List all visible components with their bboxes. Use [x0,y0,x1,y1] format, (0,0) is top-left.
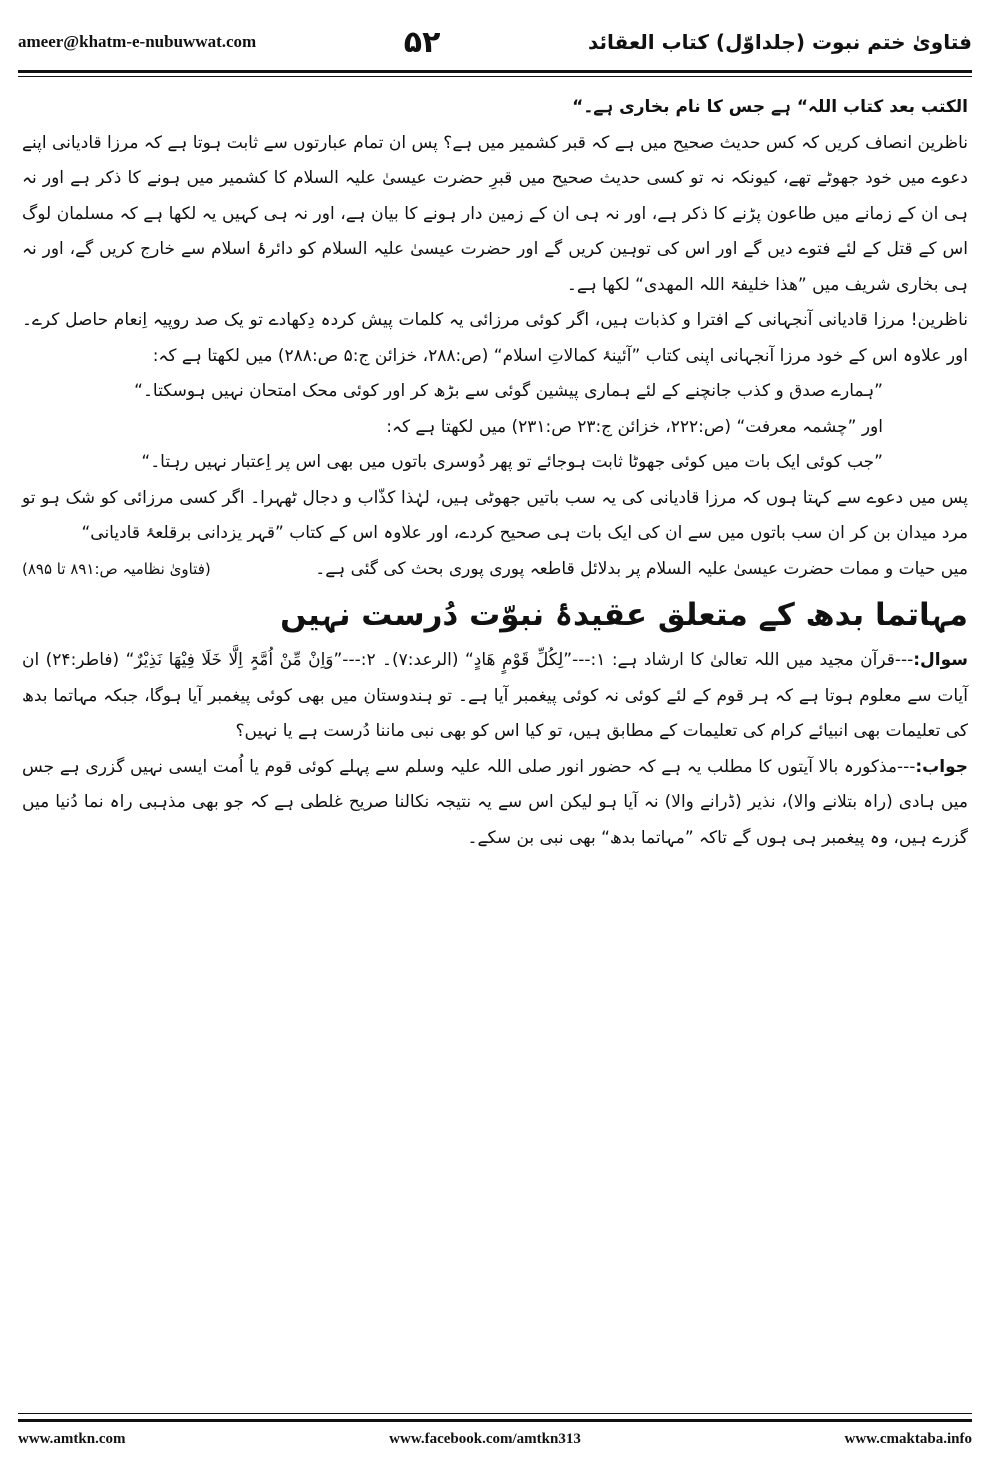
footer-rule-thick [18,1419,972,1422]
quote-bridge: اور ”چشمہ معرفت“ (ص:۲۲۲، خزائن ج:۲۳ ص:۲۳۱) میں لکھتا ہے کہ: [386,416,883,437]
conclusion-line [22,552,968,588]
question-paragraph [22,643,968,750]
conclusion-paragraph: پس میں دعوے سے کہتا ہوں کہ مرزا قادیانی کی یہ سب باتیں جھوٹی ہیں، لہٰذا کذّاب و دجال ٹھہرا۔ اگر کسی مرزائی کو شک ہو تو مرد میدان بن کر ان سب باتوں میں سے ان کی ایک بات ہی صحیح کردے، اور علاوہ اس کے کتاب ”قہر یزدانی برقلعۂ قادیانی“ [22,487,968,543]
page-number: ۵۲ [403,24,441,60]
footer-link-amtkn[interactable]: www.amtkn.com [18,1430,126,1447]
article-body [22,90,968,1390]
conclusion-end: میں حیات و ممات حضرت عیسیٰ علیہ السلام پر بدلائل قاطعہ پوری پوری بحث کی گئی ہے۔ [315,558,968,579]
quote-2: ”جب کوئی ایک بات میں کوئی جھوٹا ثابت ہوجائے تو پھر دُوسری باتوں میں بھی اس پر اِعتبار نہیں رہتا۔“ [141,452,883,472]
reference-citation: (فتاویٰ نظامیہ ص:۸۹۱ تا ۸۹۵) [22,559,211,578]
paragraph-2: ناظرین انصاف کریں کہ کس حدیث صحیح میں ہے کہ قبر کشمیر میں ہے؟ پس ان تمام عبارتوں سے ثابت ہوتا ہے کہ مرزا قادیانی اپنے دعوے میں خود جھوٹے تھے، کیونکہ نہ تو کسی حدیث صحیح میں قبرِ حضرت عیسیٰ علیہ السلام کا کشمیر میں ہونے کا ذکر ہے اور نہ ہی ان کے زمانے میں طاعون پڑنے کا ذکر ہے، اور نہ ہی ان کے زمین دار ہونے کا بیان ہے، اور نہ ہی کہیں یہ لکھا ہے کہ مسلمان لوگ اس کے قتل کے لئے فتوے دیں گے اور اس کی توہین کریں گے اور حضرت عیسیٰ علیہ السلام کو دائرۂ اسلام سے خارج کریں گے، اور نہ ہی بخاری شریف میں ”ھذا خلیفۃ اللہ المھدی“ لکھا ہے۔ [22,132,968,295]
footer-link-cmaktaba[interactable]: www.cmaktaba.info [844,1430,972,1447]
paragraph-3: ناظرین! مرزا قادیانی آنجہانی کے افترا و کذبات ہیں، اگر کوئی مرزائی یہ کلمات پیش کردہ دِکھادے تو یک صد روپیہ اِنعام حاصل کرے۔ اور علاوہ اس کے خود مرزا آنجہانی اپنی کتاب ”آئینۂ کمالاتِ اسلام“ (ص:۲۸۸، خزائن ج:۵ ص:۲۸۸) میں لکھتا ہے کہ: [22,310,968,366]
page-header [18,14,972,70]
section-heading: مہاتما بدھ کے متعلق عقیدۂ نبوّت دُرست نہیں [280,597,968,633]
book-title: فتاویٰ ختم نبوت (جلداوّل) کتاب العقائد [587,30,972,54]
question-text: ---قرآن مجید میں اللہ تعالیٰ کا ارشاد ہے: ۱:---”لِکُلِّ قَوْمٍ ھَادٍ“ (الرعد:۷)۔ ۲:---”وَاِنْ مِّنْ اُمَّۃٍ اِلَّا خَلَا فِیْھَا نَذِیْرٌ“ (فاطر:۲۴) ان آیات سے معلوم ہوتا ہے کہ ہر قوم کے لئے کوئی نہ کوئی پیغمبر آیا ہے۔ تو ہندوستان میں بھی کوئی پیغمبر آیا ہوگا، جبکہ مہاتما بدھ کی تعلیمات بھی انبیائے کرام کی تعلیمات کے مطابق ہیں، تو کیا اس کو بھی نبی ماننا دُرست ہے یا نہیں؟ [22,650,968,741]
answer-paragraph [22,750,968,857]
footer-link-facebook[interactable]: www.facebook.com/amtkn313 [389,1430,581,1447]
question-label: سوال: [913,650,969,670]
answer-label: جواب: [915,756,968,777]
footer-rule-thin [18,1413,972,1414]
paragraph-1: الکتب بعد کتاب اللہ“ ہے جس کا نام بخاری ہے۔“ [572,97,968,117]
header-rule-thin [18,76,972,77]
header-rule-thick [18,70,972,73]
header-email[interactable]: ameer@khatm-e-nubuwwat.com [18,32,257,51]
page-footer [18,1426,972,1452]
quote-1: ”ہمارے صدق و کذب جانچنے کے لئے ہماری پیشین گوئی سے بڑھ کر اور کوئی محک امتحان نہیں ہوسکتا۔“ [134,381,883,401]
answer-text: ---مذکورہ بالا آیتوں کا مطلب یہ ہے کہ حضور انور صلی اللہ علیہ وسلم سے پہلے کوئی قوم یا اُمت ایسی نہیں گزری ہے جس میں ہادی (راہ بتلانے والا)، نذیر (ڈرانے والا) نہ آیا ہو لیکن اس سے یہ نتیجہ نکالنا صریح غلطی ہے کہ جو بھی مذہبی راہ نما دُنیا میں گزرے ہیں، وہ پیغمبر ہی ہوں گے تاکہ ”مہاتما بدھ“ بھی نبی بن سکے۔ [22,756,968,848]
